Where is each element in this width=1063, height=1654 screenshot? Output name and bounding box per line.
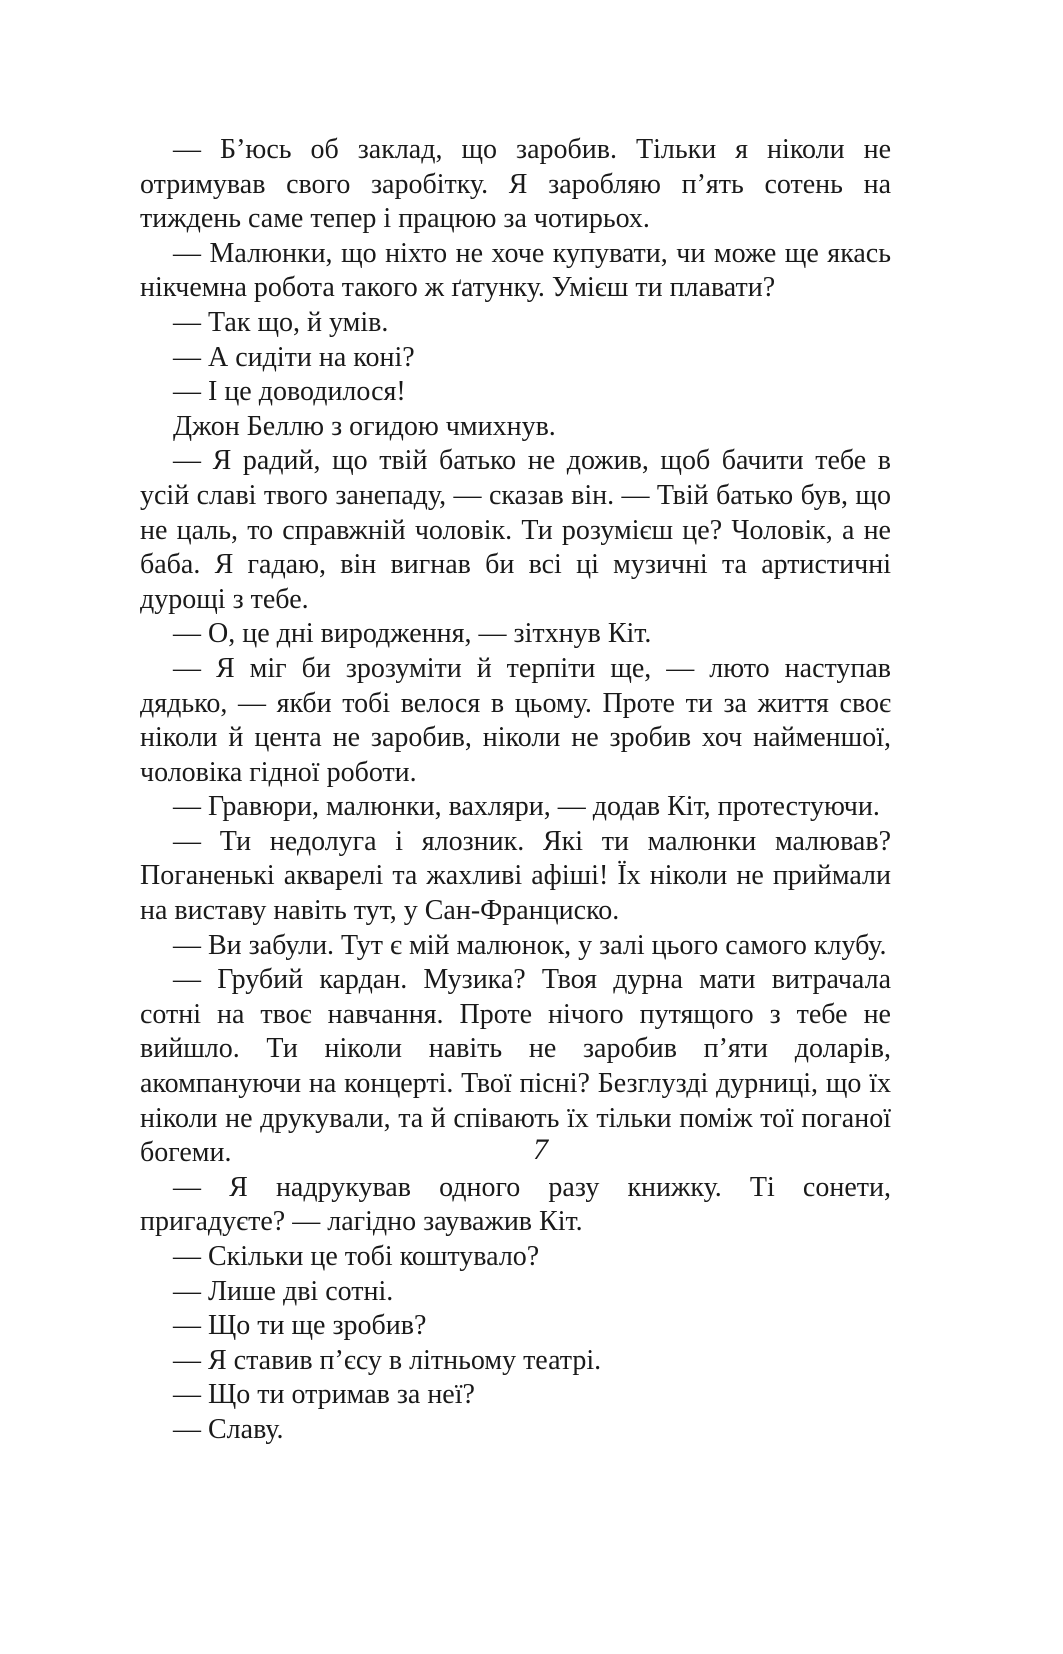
paragraph: — Гравюри, малюнки, вахляри, — додав Кіт, протестуючи. bbox=[173, 791, 880, 823]
paragraph: — О, це дні виродження, — зітхнув Кіт. bbox=[173, 618, 652, 650]
paragraph: — Я ставив п’єсу в літньому театрі. bbox=[173, 1344, 602, 1376]
page-text bbox=[140, 133, 891, 1448]
page-number: 7 bbox=[533, 1133, 548, 1166]
paragraph: Джон Беллю з огидою чмихнув. bbox=[173, 410, 556, 442]
paragraph: — Що ти отримав за неї? bbox=[173, 1379, 475, 1411]
paragraph: — Я міг би зрозуміти й терпіти ще, — люто наступав дядько, — якби тобі велося в цьому. Проте ти за життя своє ніколи й цента не заробив, ніколи не зробив хоч найменшої, чоловіка гідної роботи. bbox=[140, 652, 891, 788]
paragraph: — Лише дві сотні. bbox=[173, 1275, 394, 1307]
paragraph: — Славу. bbox=[173, 1413, 284, 1445]
paragraph: — Малюнки, що ніхто не хоче купувати, чи може ще якась нікчемна робота такого ж ґатунку. Умієш ти плавати? bbox=[140, 237, 891, 304]
paragraph: — І це доводилося! bbox=[173, 376, 406, 408]
paragraph: — Я радий, що твій батько не дожив, щоб бачити тебе в усій славі твого занепаду, — сказав він. — Твій батько був, що не цаль, то справжній чоловік. Ти розумієш це? Чоловік, а не баба. Я гадаю, він вигнав би всі ці музичні та артистичні дурощі з тебе. bbox=[140, 445, 891, 615]
paragraph: — Грубий кардан. Музика? Твоя дурна мати витрачала сотні на твоє навчання. Проте нічого путящого з тебе не вийшло. Ти ніколи навіть не заробив п’яти доларів, акомпануючи на концерті. Твої пісні? Безглузді дурниці, що їх ніколи не друкували, та й співають їх тільки поміж тої поганої богеми. bbox=[140, 964, 891, 1169]
paragraph: — Ви забули. Тут є мій малюнок, у залі цього самого клубу. bbox=[173, 929, 887, 961]
paragraph: — Б’юсь об заклад, що заробив. Тільки я ніколи не отримував свого заробітку. Я заробляю п’ять сотень на тиждень саме тепер і працюю за чотирьох. bbox=[140, 134, 891, 235]
paragraph: — Я надрукував одного разу книжку. Ті сонети, пригадуєте? — лагідно зауважив Кіт. bbox=[140, 1171, 891, 1238]
paragraph: — Ти недолуга і ялозник. Які ти малюнки малював? Поганенькі акварелі та жахливі афіші! Їх ніколи не приймали на виставу навіть тут, у Сан-Франциско. bbox=[140, 825, 891, 927]
paragraph: — А сидіти на коні? bbox=[173, 341, 415, 373]
paragraph: — Так що, й умів. bbox=[173, 306, 389, 338]
paragraph: — Що ти ще зробив? bbox=[173, 1310, 427, 1342]
paragraph: — Скільки це тобі коштувало? bbox=[173, 1241, 540, 1272]
